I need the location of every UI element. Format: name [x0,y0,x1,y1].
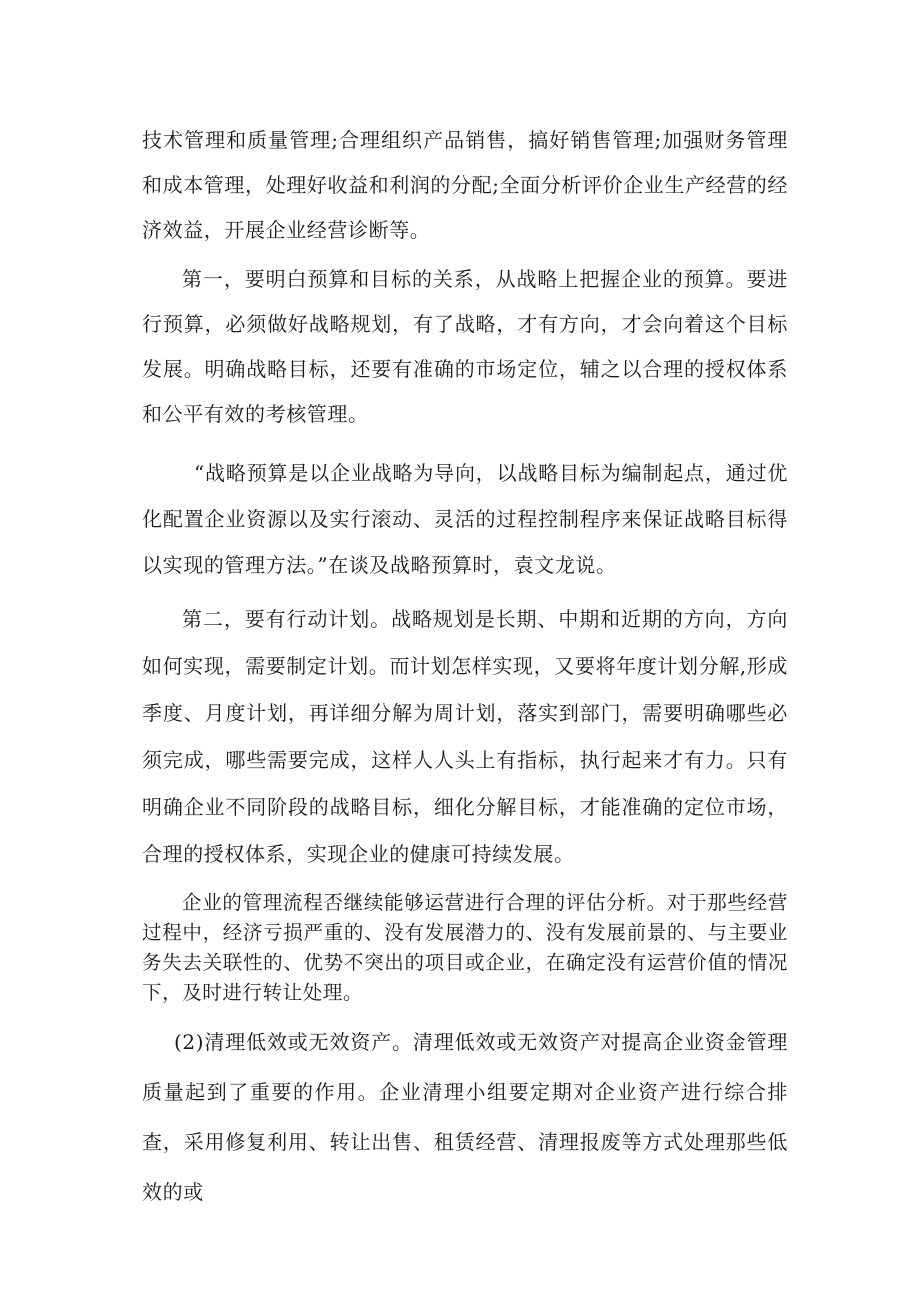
paragraph-first-point: 第一，要明白预算和目标的关系，从战略上把握企业的预算。要进行预算，必须做好战略规划，有了战略，才有方向，才会向着这个目标发展。明确战略目标，还要有准确的市场定位，辅之以合理的授权体系和公平有效的考核管理。 [142,267,788,426]
paragraph-asset-cleanup: (2)清理低效或无效资产。清理低效或无效资产对提高企业资金管理质量起到了重要的作用。企业清理小组要定期对企业资产进行综合排查，采用修复利用、转让出售、租赁经营、清理报废等方式处理那些低效的或 [142,1030,788,1204]
paragraph-second-point: 第二，要有行动计划。战略规划是长期、中期和近期的方向，方向如何实现，需要制定计划。而计划怎样实现，又要将年度计划分解,形成季度、月度计划，再详细分解为周计划，落实到部门，需要明确哪些必须完成，哪些需要完成，这样人人头上有指标，执行起来才有力。只有明确企业不同阶段的战略目标，细化分解目标，才能准确的定位市场，合理的授权体系，实现企业的健康可持续发展。 [142,607,788,866]
paragraph-management-scope: 技术管理和质量管理;合理组织产品销售，搞好销售管理;加强财务管理和成本管理，处理好收益和利润的分配;全面分析评价企业生产经营的经济效益，开展企业经营诊断等。 [142,128,788,242]
paragraph-process-evaluation: 企业的管理流程否继续能够运营进行合理的评估分析。对于那些经营过程中，经济亏损严重的、没有发展潜力的、没有发展前景的、与主要业务失去关联性的、优势不突出的项目或企业，在确定没有运营价值的情况下，及时进行转让处理。 [142,891,788,1004]
paragraph-quote: “战略预算是以企业战略为导向，以战略目标为编制起点，通过优化配置企业资源以及实行滚动、灵活的过程控制程序来保证战略目标得以实现的管理方法。”在谈及战略预算时，袁文龙说。 [142,461,788,577]
